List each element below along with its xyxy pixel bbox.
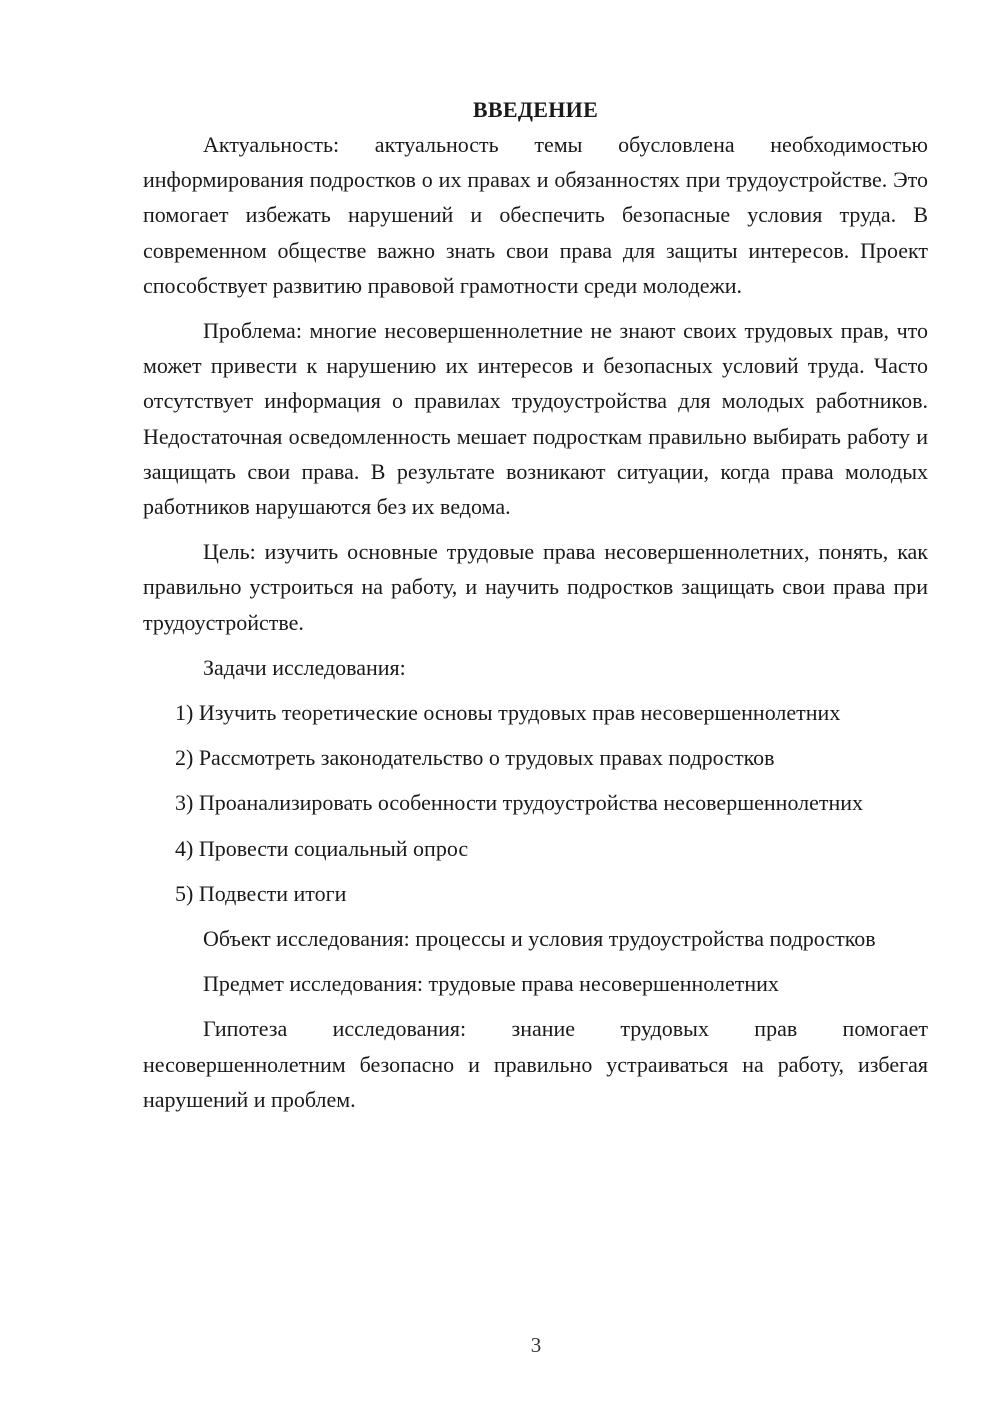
document-page bbox=[143, 92, 928, 1127]
page-number: 3 bbox=[530, 1333, 542, 1357]
task-item-5: 5) Подвести итоги bbox=[175, 880, 347, 906]
relevance-paragraph: Актуальность: актуальность темы обусловлена необходимостью информирования подростков о их правах и обязанностях при трудоустройстве. Это помогает избежать нарушений и обеспечить безопасные условия труда. В современном обществе важно знать свои права для защиты интересов. Проект способствует развитию правовой грамотности среди молодежи. bbox=[143, 132, 928, 298]
problem-paragraph: Проблема: многие несовершеннолетние не знают своих трудовых прав, что может привести к нарушению их интересов и безопасных условий труда. Часто отсутствует информация о правилах трудоустройства для молодых работников. Недостаточная осведомленность мешает подросткам правильно выбирать работу и защищать свои права. В результате возникают ситуации, когда права молодых работников нарушаются без их ведома. bbox=[143, 318, 928, 520]
task-item-4: 4) Провести социальный опрос bbox=[175, 835, 469, 861]
object-paragraph: Объект исследования: процессы и условия трудоустройства подростков bbox=[203, 926, 876, 952]
section-title: ВВЕДЕНИЕ bbox=[472, 97, 599, 122]
hypothesis-paragraph: Гипотеза исследования: знание трудовых прав помогает несовершеннолетним безопасно и правильно устраиваться на работу, избегая нарушений и проблем. bbox=[143, 1016, 928, 1112]
task-item-1: 1) Изучить теоретические основы трудовых прав несовершеннолетних bbox=[175, 700, 841, 726]
subject-paragraph: Предмет исследования: трудовые права несовершеннолетних bbox=[203, 971, 779, 997]
task-item-3: 3) Проанализировать особенности трудоустройства несовершеннолетних bbox=[175, 790, 864, 816]
goal-paragraph: Цель: изучить основные трудовые права несовершеннолетних, понять, как правильно устроиться на работу, и научить подростков защищать свои права при трудоустройстве. bbox=[143, 539, 928, 635]
tasks-heading: Задачи исследования: bbox=[203, 654, 406, 680]
task-item-2: 2) Рассмотреть законодательство о трудовых правах подростков bbox=[175, 745, 775, 771]
